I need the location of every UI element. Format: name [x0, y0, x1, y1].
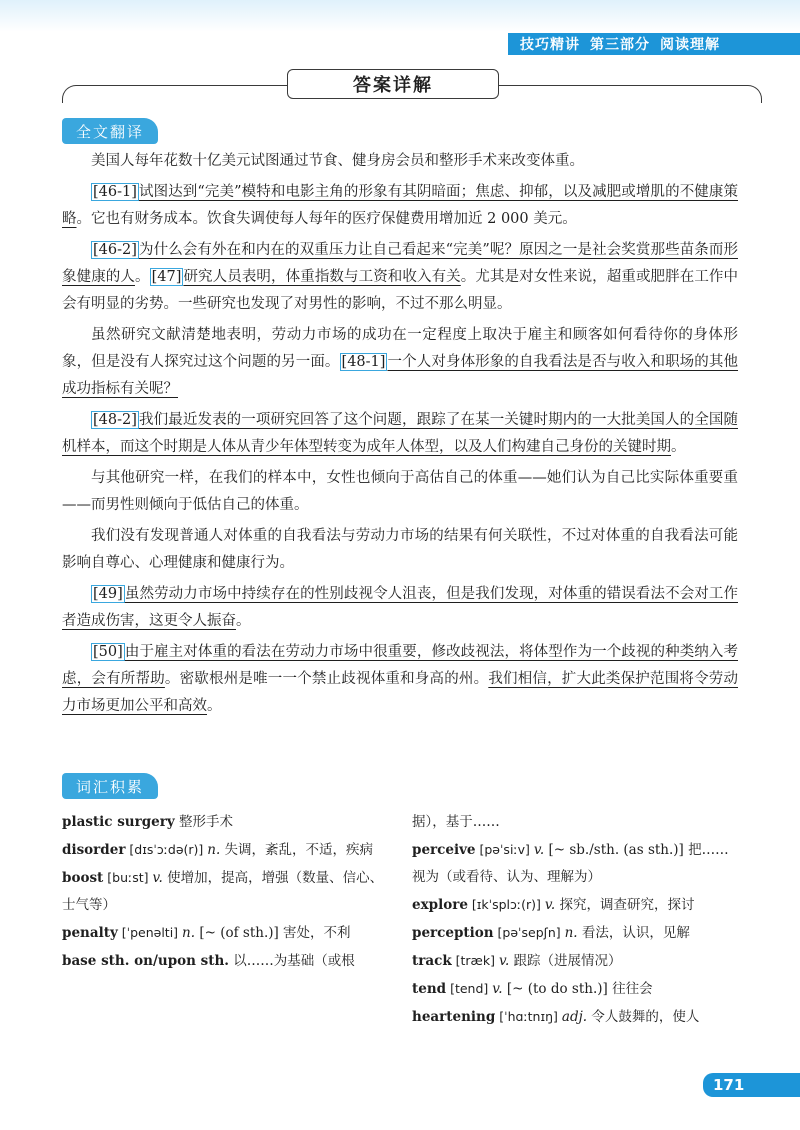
highlight-text: 由于雇主对体重的看法在劳动力市场中很重要，修改歧视法，将体型作为一个歧视的种类纳入考虑，会有所帮助	[62, 644, 738, 687]
question-tag: [47]	[151, 269, 182, 285]
vocab-definition: 以……为基础（或根	[229, 953, 355, 969]
paragraph-7: 我们没有发现普通人对体重的自我看法与劳动力市场的结果有何关联性，不过对体重的自我看法可能影响自尊心、心理健康和健康行为。	[62, 528, 738, 571]
vocab-phonetic: [buːst]	[103, 870, 153, 885]
vocab-word: base sth. on/upon sth.	[62, 953, 230, 969]
vocab-definition: 跟踪（进展情况）	[509, 953, 622, 969]
paragraph-8	[62, 581, 738, 635]
translation-body	[62, 148, 738, 724]
vocab-pos: v.	[492, 981, 503, 997]
vocab-pos: adj.	[561, 1009, 588, 1025]
vocab-pos: v.	[152, 870, 163, 886]
vocab-phonetic: [ˈpenəlti]	[117, 925, 183, 940]
vocab-pos: n.	[182, 925, 196, 941]
vocab-phonetic: [ɪkˈsplɔː(r)]	[467, 897, 545, 912]
vocab-pos: v.	[498, 953, 510, 969]
vocab-entry	[62, 836, 392, 864]
header-part1: 技巧精讲	[520, 37, 580, 53]
vocab-word: penalty	[62, 925, 118, 941]
vocab-column-left	[62, 808, 392, 975]
vocab-definition: [~ (to do sth.)] 往往会	[502, 981, 653, 997]
question-tag: [46-1]	[93, 184, 137, 200]
vocab-word: track	[412, 953, 452, 969]
vocab-phonetic: [tend]	[446, 981, 493, 996]
paragraph-6: 与其他研究一样，在我们的样本中，女性也倾向于高估自己的体重——她们认为自己比实际体重要重——而男性则倾向于低估自己的体重。	[62, 470, 738, 513]
plain-text: 。	[236, 613, 251, 629]
highlight-text: 虽然劳动力市场中持续存在的性别歧视令人沮丧，但是我们发现，对体重的错误看法不会对工作者造成伤害，这更令人振奋	[62, 586, 738, 629]
paragraph-4	[62, 322, 738, 403]
vocab-word: explore	[412, 897, 468, 913]
vocab-word: heartening	[412, 1009, 496, 1025]
plain-text: 。	[134, 269, 150, 285]
page-number: 171	[703, 1073, 800, 1097]
vocab-word: plastic surgery	[62, 814, 175, 830]
vocab-definition: 探究，调查研究，探讨	[555, 897, 695, 913]
section-tag-vocab: 词汇积累	[62, 773, 158, 799]
highlight-text: 我们最近发表的一项研究回答了这个问题，跟踪了在某一关键时期内的一大批美国人的全国随机样本，而这个时期是人体从青少年体型转变为成年人体型，以及人们构建自己身份的关键时期	[62, 412, 738, 455]
vocab-definition: 令人鼓舞的，使人	[587, 1009, 700, 1025]
vocab-phonetic: [ˈhɑːtnɪŋ]	[495, 1009, 562, 1024]
vocab-pos: v.	[533, 842, 545, 858]
paragraph-1: 美国人每年花数十亿美元试图通过节食、健身房会员和整形手术来改变体重。	[91, 153, 584, 169]
plain-text: 。它也有财务成本。饮食失调使每人每年的医疗保健费用增加近 2 000 美元。	[76, 211, 577, 227]
question-tag: [48-2]	[93, 412, 137, 428]
page-title: 答案详解	[287, 69, 499, 99]
section-tag-translation: 全文翻译	[62, 118, 158, 144]
vocab-phonetic: [pəˈsiːv]	[475, 842, 534, 857]
highlight-text: 我们相信，扩大此类保护范围将令劳动力市场更加公平和高效	[62, 671, 739, 714]
vocab-pos: n.	[564, 925, 578, 941]
vocab-entry	[62, 919, 392, 947]
vocab-phonetic: [pəˈsepʃn]	[493, 925, 565, 940]
paragraph-9	[62, 639, 738, 720]
vocab-definition: [~ (of sth.)] 害处，不利	[195, 925, 351, 941]
vocab-entry	[412, 947, 742, 975]
paragraph-5	[62, 407, 738, 461]
header-part3: 阅读理解	[660, 37, 720, 53]
vocab-definition: [~ sb./sth. (as sth.)] 把……视为（或看待、认为、理解为）	[412, 842, 729, 885]
vocab-word: boost	[62, 870, 104, 886]
highlight-text: 一个人对身体形象的自我看法是否与收入和职场的其他成功指标有关呢？	[62, 354, 739, 397]
plain-text: 虽然研究文献清楚地表明，劳动力市场的成功在一定程度上取决于雇主和顾客如何看待你的身体形象，但是没有人探究过这个问题的另一面。	[62, 327, 738, 370]
vocab-pos: n.	[207, 842, 221, 858]
highlight-text: 试图达到“完美”模特和电影主角的形象有其阴暗面；焦虑、抑郁，以及减肥或增肌的不健康策略	[62, 184, 738, 227]
vocab-word: perception	[412, 925, 494, 941]
highlight-text: 为什么会有外在和内在的双重压力让自己看起来“完美”呢？原因之一是社会奖赏那些苗条而形象健康的人	[62, 242, 738, 285]
vocab-entry	[62, 864, 392, 919]
vocab-entry	[412, 808, 742, 836]
vocab-entry	[412, 891, 742, 919]
vocab-word: tend	[412, 981, 447, 997]
question-tag: [50]	[93, 644, 123, 660]
question-tag: [46-2]	[93, 242, 137, 258]
vocab-definition: 失调，紊乱，不适，疾病	[220, 842, 374, 858]
plain-text: 。	[207, 698, 222, 714]
running-header	[508, 33, 800, 55]
vocab-definition: 整形手术	[174, 814, 234, 830]
vocab-definition: 使增加，提高，增强（数量、信心、士气等）	[62, 870, 384, 913]
vocab-entry	[412, 975, 742, 1003]
vocab-definition: 看法，认识，见解	[577, 925, 690, 941]
vocab-entry	[62, 808, 392, 836]
vocab-pos: v.	[544, 897, 556, 913]
vocab-entry	[412, 836, 742, 891]
header-part2: 第三部分	[590, 37, 650, 53]
plain-text: 。密歇根州是唯一一个禁止歧视体重和身高的州。	[164, 671, 489, 687]
paragraph-3	[62, 237, 738, 318]
plain-text: 。尤其是对女性来说，超重或肥胖在工作中会有明显的劣势。一些研究也发现了对男性的影响，不过不那么明显。	[62, 269, 739, 312]
question-tag: [49]	[93, 586, 123, 602]
vocab-word: disorder	[62, 842, 126, 858]
plain-text: 。	[671, 439, 686, 455]
vocab-word: perceive	[412, 842, 476, 858]
vocab-entry	[412, 1003, 742, 1031]
vocab-column-right	[412, 808, 742, 1031]
paragraph-2	[62, 179, 738, 233]
vocab-phonetic: [dɪsˈɔːdə(r)]	[125, 842, 208, 857]
highlight-text: 研究人员表明，体重指数与工资和收入有关	[183, 269, 461, 285]
top-band	[0, 0, 800, 32]
vocab-entry	[62, 947, 392, 975]
vocab-definition: 据），基于……	[412, 814, 500, 830]
vocab-entry	[412, 919, 742, 947]
vocab-phonetic: [træk]	[451, 953, 499, 968]
question-tag: [48-1]	[341, 354, 386, 370]
